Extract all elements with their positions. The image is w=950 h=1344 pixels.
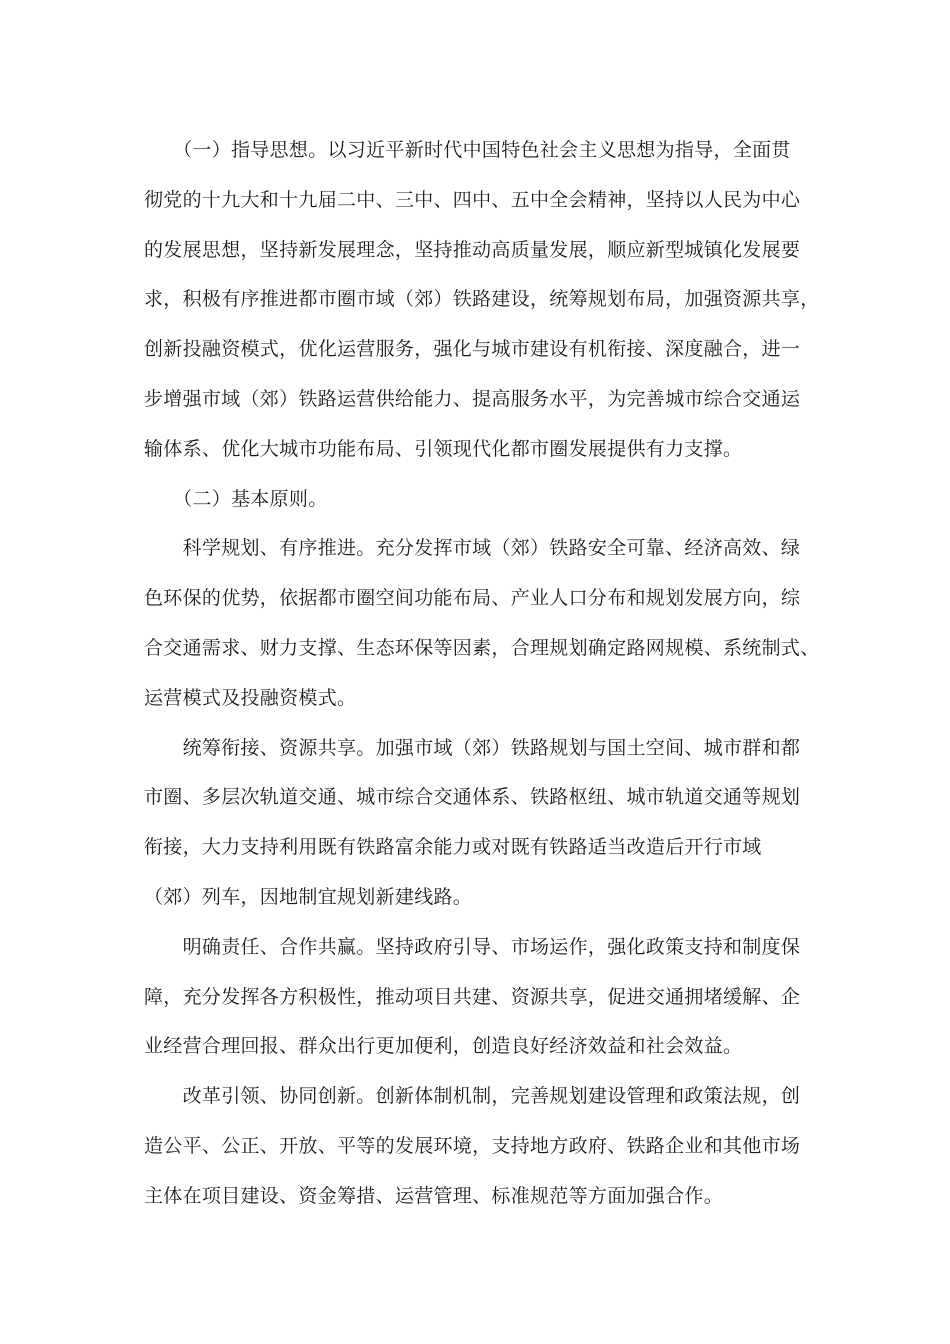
text-line: （一）指导思想。以习近平新时代中国特色社会主义思想为指导，全面贯	[144, 139, 791, 161]
text-line: 输体系、优化大城市功能布局、引领现代化都市圈发展提供有力支撑。	[144, 437, 743, 460]
text-line: 衔接，大力支持利用既有铁路富余能力或对既有铁路适当改造后开行市域	[144, 836, 762, 859]
text-line: 科学规划、有序推进。充分发挥市域（郊）铁路安全可靠、经济高效、绿	[144, 537, 801, 560]
text-line: 步增强市域（郊）铁路运营供给能力、提高服务水平，为完善城市综合交通运	[144, 387, 801, 410]
text-line: 运营模式及投融资模式。	[144, 686, 357, 709]
text-line: 色环保的优势，依据都市圈空间功能布局、产业人口分布和规划发展方向，综	[144, 587, 801, 610]
text-line: 的发展思想，坚持新发展理念，坚持推动高质量发展，顺应新型城镇化发展要	[144, 238, 801, 261]
text-line: 造公平、公正、开放、平等的发展环境，支持地方政府、铁路企业和其他市场	[144, 1134, 801, 1157]
text-line: 障，充分发挥各方积极性，推动项目共建、资源共享，促进交通拥堵缓解、企	[144, 985, 801, 1008]
text-line: 创新投融资模式，优化运营服务，强化与城市建设有机衔接、深度融合，进一	[144, 338, 801, 361]
text-line: 统筹衔接、资源共享。加强市域（郊）铁路规划与国土空间、城市群和都	[144, 736, 801, 759]
document-body	[144, 126, 820, 1222]
section-heading: （二）基本原则。	[144, 487, 328, 510]
text-line: （郊）列车，因地制宜规划新建线路。	[144, 885, 473, 908]
text-line: 彻党的十九大和十九届二中、三中、四中、五中全会精神，坚持以人民为中心	[144, 188, 801, 211]
text-line: 市圈、多层次轨道交通、城市综合交通体系、铁路枢纽、城市轨道交通等规划	[144, 786, 801, 809]
text-line: 业经营合理回报、群众出行更加便利，创造良好经济效益和社会效益。	[144, 1035, 743, 1058]
text-line: 主体在项目建设、资金筹措、运营管理、标准规范等方面加强合作。	[144, 1184, 724, 1207]
text-line: 合交通需求、财力支撑、生态环保等因素，合理规划确定路网规模、系统制式、	[144, 636, 820, 659]
text-line: 改革引领、协同创新。创新体制机制，完善规划建设管理和政策法规，创	[144, 1085, 801, 1108]
text-line: 求，积极有序推进都市圈市域（郊）铁路建设，统筹规划布局，加强资源共享，	[144, 288, 820, 311]
text-line: 明确责任、合作共赢。坚持政府引导、市场运作，强化政策支持和制度保	[144, 935, 801, 958]
